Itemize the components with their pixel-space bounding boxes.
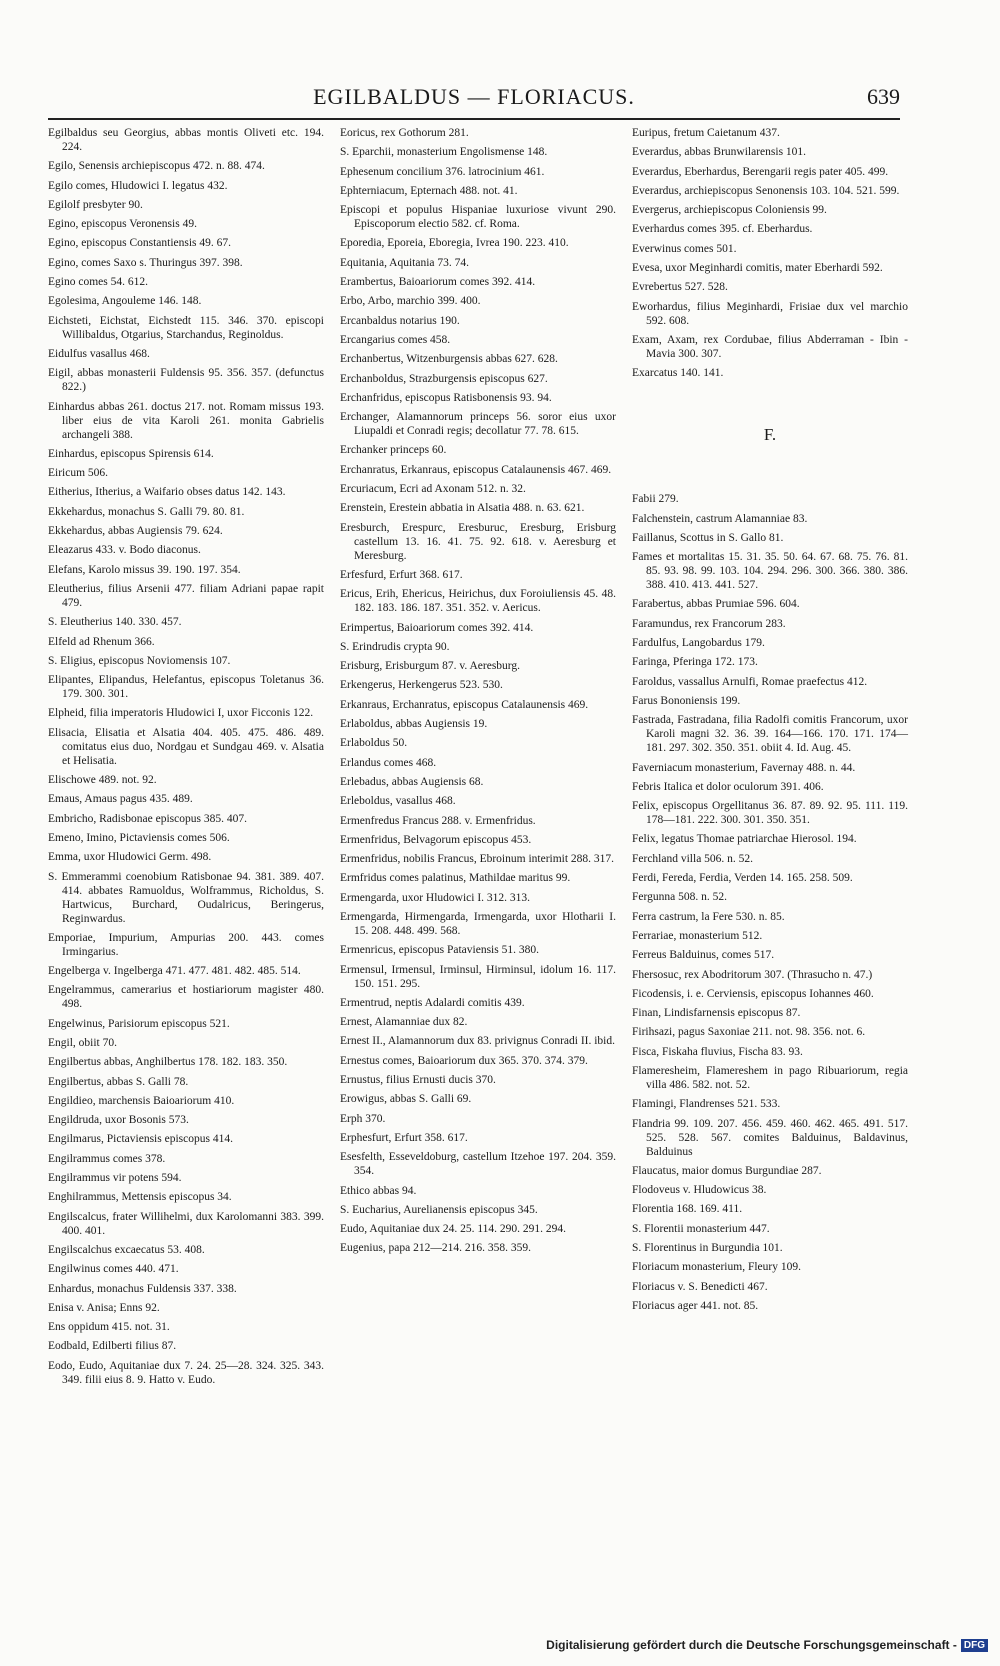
index-entry: Ernest, Alamanniae dux 82. <box>340 1016 468 1029</box>
index-entry: Ferrariae, monasterium 512. <box>632 929 763 942</box>
index-entry: Exarcatus 140. 141. <box>632 367 724 380</box>
index-entry: Fabii 279. <box>632 493 679 506</box>
index-entry: Ercanbaldus notarius 190. <box>340 314 460 327</box>
index-entry: Faillanus, Scottus in S. Gallo 81. <box>632 531 784 544</box>
page-title: EGILBALDUS — FLORIACUS. <box>313 84 635 109</box>
index-entry: Ficodensis, i. e. Cerviensis, episcopus Iohannes 460. <box>632 987 874 1000</box>
index-entry: Ekkehardus, abbas Augiensis 79. 624. <box>48 525 223 538</box>
index-entry: Everardus, archiepiscopus Senonensis 103. 104. 521. 599. <box>632 184 900 197</box>
index-entry: Fames et mortalitas 15. 31. 35. 50. 64. 67. 68. 75. 76. 81. 85. 93. 98. 99. 103. 104. 294. 296. 300. 366. 380. 386. 388. 410. 413. 441. 527. <box>632 551 908 592</box>
index-entry: Erchanratus, Erkanraus, episcopus Catalaunensis 467. 469. <box>340 463 612 476</box>
index-entry: S. Florentii monasterium 447. <box>632 1222 770 1235</box>
index-entry: Faringa, Pferinga 172. 173. <box>632 656 758 669</box>
index-entry: Egilo, Senensis archiepiscopus 472. n. 88. 474. <box>48 160 265 173</box>
index-entry: Equitania, Aquitania 73. 74. <box>340 256 470 269</box>
index-entry: Ethico abbas 94. <box>340 1184 417 1197</box>
index-entry: Eleutherius, filius Arsenii 477. filiam Adriani papae rapit 479. <box>48 582 324 609</box>
index-entry: Ens oppidum 415. not. 31. <box>48 1321 170 1334</box>
index-entry: Engildruda, uxor Bosonis 573. <box>48 1114 189 1127</box>
index-entry: Emporiae, Impurium, Ampurias 200. 443. comes Irmingarius. <box>48 931 324 958</box>
index-entry: Ferra castrum, la Fere 530. n. 85. <box>632 910 785 923</box>
index-entry: Erlaboldus, abbas Augiensis 19. <box>340 718 488 731</box>
index-entry: Ermengarda, Hirmengarda, Irmengarda, uxor Hlotharii I. 15. 208. 448. 499. 568. <box>340 910 616 937</box>
index-entry: Felix, legatus Thomae patriarchae Hierosol. 194. <box>632 833 857 846</box>
index-entry: Faverniacum monasterium, Favernay 488. n. 44. <box>632 761 856 774</box>
index-entry: Egolesima, Angouleme 146. 148. <box>48 295 202 308</box>
index-entry: Eidulfus vasallus 468. <box>48 347 150 360</box>
index-entry: Fergunna 508. n. 52. <box>632 891 727 904</box>
index-entry: Engelrammus, camerarius et hostiariorum magister 480. 498. <box>48 984 324 1011</box>
index-entry: Evrebertus 527. 528. <box>632 281 728 294</box>
index-entry: Eudo, Aquitaniae dux 24. 25. 114. 290. 291. 294. <box>340 1223 567 1236</box>
index-entry: Ephterniacum, Epternach 488. not. 41. <box>340 184 518 197</box>
index-entry: Elefans, Karolo missus 39. 190. 197. 354. <box>48 563 241 576</box>
index-column-3 <box>632 126 908 1318</box>
index-entry: Erph 370. <box>340 1112 386 1125</box>
index-entry: Fisca, Fiskaha fluvius, Fischa 83. 93. <box>632 1045 803 1058</box>
index-entry: Ercuriacum, Ecri ad Axonam 512. n. 32. <box>340 483 526 496</box>
index-entry: Egilo comes, Hludowici I. legatus 432. <box>48 179 228 192</box>
index-entry: Faroldus, vassallus Arnulfi, Romae praefectus 412. <box>632 675 868 688</box>
index-entry: S. Emmerammi coenobium Ratisbonae 94. 381. 389. 407. 414. abbates Ramuoldus, Wolframmus, Richoldus, S. Hartwicus, Burchard, Oudalricus, Beringerus, Reginwardus. <box>48 870 324 925</box>
index-entry: Eigil, abbas monasterii Fuldensis 95. 356. 357. (defunctus 822.) <box>48 367 324 394</box>
index-entry: Erambertus, Baioariorum comes 392. 414. <box>340 276 536 289</box>
index-entry: Elfeld ad Rhenum 366. <box>48 635 155 648</box>
index-entry: Ernest II., Alamannorum dux 83. privignus Conradi II. ibid. <box>340 1035 616 1048</box>
index-entry: Embricho, Radisbonae episcopus 385. 407. <box>48 812 247 825</box>
index-entry: Elischowe 489. not. 92. <box>48 774 157 787</box>
index-entry: Ferdi, Fereda, Ferdia, Verden 14. 165. 258. 509. <box>632 872 853 885</box>
index-entry: S. Eparchii, monasterium Engolismense 148. <box>340 146 548 159</box>
index-entry: Erlandus comes 468. <box>340 756 437 769</box>
index-column-3-f-entries <box>632 492 908 1313</box>
index-entry: Ercangarius comes 458. <box>340 333 451 346</box>
index-entry: Erlebadus, abbas Augiensis 68. <box>340 775 484 788</box>
index-entry: Flameresheim, Flamereshem in pago Ribuariorum, regia villa 486. 582. not. 52. <box>632 1064 908 1091</box>
index-entry: Engilmarus, Pictaviensis episcopus 414. <box>48 1133 233 1146</box>
index-entry: Egino, episcopus Constantiensis 49. 67. <box>48 237 232 250</box>
index-entry: Ermenfridus, nobilis Francus, Ebroinum interimit 288. 317. <box>340 853 615 866</box>
index-entry: Eitherius, Itherius, a Waifario obses datus 142. 143. <box>48 486 286 499</box>
index-entry: Erchanker princeps 60. <box>340 444 447 457</box>
index-entry: Engil, obiit 70. <box>48 1036 117 1049</box>
index-entry: Eichsteti, Eichstat, Eichstedt 115. 346. 370. episcopi Willibaldus, Otgarius, Starchandus, Reginoldus. <box>48 314 324 341</box>
index-entry: Erchanbertus, Witzenburgensis abbas 627. 628. <box>340 353 558 366</box>
index-entry: Erimpertus, Baioariorum comes 392. 414. <box>340 621 534 634</box>
index-entry: Emma, uxor Hludowici Germ. 498. <box>48 851 212 864</box>
dfg-logo: DFG <box>961 1639 988 1652</box>
index-entry: Floriacus v. S. Benedicti 467. <box>632 1280 768 1293</box>
index-entry: Eiricum 506. <box>48 467 109 480</box>
index-entry: Farus Bononiensis 199. <box>632 694 741 707</box>
index-entry: Everardus, abbas Brunwilarensis 101. <box>632 146 807 159</box>
index-entry: Eleazarus 433. v. Bodo diaconus. <box>48 544 201 557</box>
index-entry: S. Eucharius, Aurelianensis episcopus 345. <box>340 1203 538 1216</box>
index-entry: Erchanfridus, episcopus Ratisbonensis 93. 94. <box>340 391 552 404</box>
index-entry: Ermfridus comes palatinus, Mathildae maritus 99. <box>340 872 571 885</box>
index-column-1 <box>48 126 324 1392</box>
index-entry: Flodoveus v. Hludowicus 38. <box>632 1184 767 1197</box>
index-entry: Ermenfridus, Belvagorum episcopus 453. <box>340 833 532 846</box>
index-entry: Enisa v. Anisa; Enns 92. <box>48 1301 160 1314</box>
index-entry: Egino, comes Saxo s. Thuringus 397. 398. <box>48 256 243 269</box>
index-entry: Egilbaldus seu Georgius, abbas montis Oliveti etc. 194. 224. <box>48 127 324 153</box>
index-entry: Erfesfurd, Erfurt 368. 617. <box>340 568 463 581</box>
index-entry: Episcopi et populus Hispaniae luxuriose vivunt 290. Episcoporum electio 582. cf. Roma. <box>340 204 616 231</box>
index-entry: Erkengerus, Herkengerus 523. 530. <box>340 679 503 692</box>
index-entry: Ericus, Erih, Ehericus, Heirichus, dux Foroiuliensis 45. 48. 182. 183. 186. 187. 351. 352. v. Aericus. <box>340 588 616 615</box>
index-entry: Farabertus, abbas Prumiae 596. 604. <box>632 598 800 611</box>
index-entry: Ermenfredus Francus 288. v. Ermenfridus. <box>340 814 536 827</box>
index-entry: Erisburg, Erisburgum 87. v. Aeresburg. <box>340 660 521 673</box>
index-entry: Fardulfus, Langobardus 179. <box>632 637 765 650</box>
index-entry: Faramundus, rex Francorum 283. <box>632 617 786 630</box>
index-entry: Finan, Lindisfarnensis episcopus 87. <box>632 1007 801 1020</box>
index-entry: Erowigus, abbas S. Galli 69. <box>340 1093 472 1106</box>
index-entry: Flaucatus, maior domus Burgundiae 287. <box>632 1164 822 1177</box>
index-entry: Eporedia, Eporeia, Eboregia, Ivrea 190. 223. 410. <box>340 237 569 250</box>
index-entry: Eworhardus, filius Meginhardi, Frisiae dux vel marchio 592. 608. <box>632 300 908 327</box>
index-entry: Einhardus, episcopus Spirensis 614. <box>48 447 214 460</box>
index-entry: Engilwinus comes 440. 471. <box>48 1263 179 1276</box>
index-entry: Ermenricus, episcopus Pataviensis 51. 380. <box>340 944 539 957</box>
index-entry: Ermensul, Irmensul, Irminsul, Hirminsul, idolum 16. 117. 150. 151. 295. <box>340 963 616 990</box>
index-entry: S. Florentinus in Burgundia 101. <box>632 1242 783 1255</box>
index-entry: Flamingi, Flandrenses 521. 533. <box>632 1098 781 1111</box>
index-entry: Engelberga v. Ingelberga 471. 477. 481. 482. 485. 514. <box>48 965 301 978</box>
index-entry: Eodbald, Edilberti filius 87. <box>48 1340 177 1353</box>
index-entry: Exam, Axam, rex Cordubae, filius Abderraman - Ibin - Mavia 300. 307. <box>632 333 908 360</box>
index-entry: Erkanraus, Erchanratus, episcopus Catalaunensis 469. <box>340 698 589 711</box>
index-entry: Ekkehardus, monachus S. Galli 79. 80. 81. <box>48 505 245 518</box>
index-entry: Ermengarda, uxor Hludowici I. 312. 313. <box>340 891 531 904</box>
index-entry: Everardus, Eberhardus, Berengarii regis pater 405. 499. <box>632 165 889 178</box>
index-entry: Engilrammus comes 378. <box>48 1152 166 1165</box>
index-entry: Erchanger, Alamannorum princeps 56. soror eius uxor Liupaldi et Conradi regis; decollatur 77. 78. 615. <box>340 411 616 438</box>
index-column-3-e-entries <box>632 126 908 380</box>
index-entry: Eoricus, rex Gothorum 281. <box>340 127 469 139</box>
index-entry: Enghilrammus, Mettensis episcopus 34. <box>48 1191 232 1204</box>
index-entry: Emaus, Amaus pagus 435. 489. <box>48 793 193 806</box>
index-entry: Evesa, uxor Meginhardi comitis, mater Eberhardi 592. <box>632 262 883 275</box>
index-entry: Euripus, fretum Caietanum 437. <box>632 127 780 139</box>
index-entry: Egino, episcopus Veronensis 49. <box>48 218 197 231</box>
index-entry: Florentia 168. 169. 411. <box>632 1203 743 1216</box>
index-entry: Engilrammus vir potens 594. <box>48 1172 182 1185</box>
footer-credit <box>546 1638 988 1652</box>
index-entry: Ferreus Balduinus, comes 517. <box>632 949 775 962</box>
page-number: 639 <box>867 84 900 109</box>
section-letter-f: F. <box>763 425 777 445</box>
index-entry: Erbo, Arbo, marchio 399. 400. <box>340 295 481 308</box>
index-entry: Emeno, Imino, Pictaviensis comes 506. <box>48 831 230 844</box>
index-entry: Fhersosuc, rex Abodritorum 307. (Thrasucho n. 47.) <box>632 968 873 981</box>
index-column-2 <box>340 126 616 1261</box>
index-entry: Floriacum monasterium, Fleury 109. <box>632 1261 801 1274</box>
index-entry: Elipantes, Elipandus, Helefantus, episcopus Toletanus 36. 179. 300. 301. <box>48 674 324 701</box>
index-entry: Ephesenum concilium 376. latrocinium 461. <box>340 165 545 178</box>
index-entry: Ermentrud, neptis Adalardi comitis 439. <box>340 996 525 1009</box>
index-entry: Eresburch, Erespurc, Eresburuc, Eresburg, Erisburg castellum 13. 16. 41. 75. 92. 618. v. Aeresburg et Meresburg. <box>340 521 616 562</box>
index-entry: Eugenius, papa 212—214. 216. 358. 359. <box>340 1242 532 1255</box>
index-entry: Egino comes 54. 612. <box>48 276 148 289</box>
index-entry: Ernestus comes, Baioariorum dux 365. 370. 374. 379. <box>340 1054 588 1067</box>
index-entry: Einhardus abbas 261. doctus 217. not. Romam missus 193. liber eius de vita Karoli 261. monita Gabrielis archangeli 388. <box>48 400 324 441</box>
index-entry: Engilscalchus excaecatus 53. 408. <box>48 1243 205 1256</box>
index-entry: Evergerus, archiepiscopus Coloniensis 99. <box>632 204 827 217</box>
index-entry: S. Eleutherius 140. 330. 457. <box>48 616 182 629</box>
index-entry: Erchanboldus, Strazburgensis episcopus 627. <box>340 372 548 385</box>
index-entry: Erphesfurt, Erfurt 358. 617. <box>340 1131 468 1144</box>
index-entry: Engilbertus abbas, Anghilbertus 178. 182. 183. 350. <box>48 1056 288 1069</box>
index-entry: Fastrada, Fastradana, filia Radolfi comitis Francorum, uxor Karoli magni 32. 36. 39. 164—166. 170. 171. 174—181. 297. 302. 350. 351. obiit 4. Id. Aug. 45. <box>632 714 908 755</box>
index-entry: Elisacia, Elisatia et Alsatia 404. 405. 475. 486. 489. comitatus eius duo, Nordgau et Sundgau 469. v. Alsatia et Helisatia. <box>48 726 324 767</box>
index-entry: Engildieo, marchensis Baioariorum 410. <box>48 1094 235 1107</box>
index-entry: S. Eligius, episcopus Noviomensis 107. <box>48 654 231 667</box>
index-entry: Floriacus ager 441. not. 85. <box>632 1299 759 1312</box>
index-entry: Everhardus comes 395. cf. Eberhardus. <box>632 223 813 236</box>
index-entry: Egilolf presbyter 90. <box>48 198 143 211</box>
index-entry: Engilbertus, abbas S. Galli 78. <box>48 1075 189 1088</box>
index-entry: Erlaboldus 50. <box>340 737 408 750</box>
index-entry: Enhardus, monachus Fuldensis 337. 338. <box>48 1282 237 1295</box>
index-entry: Firihsazi, pagus Saxoniae 211. not. 98. 356. not. 6. <box>632 1026 866 1039</box>
index-entry: Ernustus, filius Ernusti ducis 370. <box>340 1074 496 1087</box>
index-entry: Flandria 99. 109. 207. 456. 459. 460. 462. 465. 491. 517. 525. 528. 567. comites Balduinus, Baldavinus, Balduinus <box>632 1117 908 1158</box>
index-entry: Elpheid, filia imperatoris Hludowici I, uxor Ficconis 122. <box>48 707 314 720</box>
index-entry: Engilscalcus, frater Willihelmi, dux Karolomanni 383. 399. 400. 401. <box>48 1210 324 1237</box>
page-header <box>48 84 900 120</box>
index-entry: Eodo, Eudo, Aquitaniae dux 7. 24. 25—28. 324. 325. 343. 349. filii eius 8. 9. Hatto v. Eudo. <box>48 1359 324 1386</box>
index-entry: Erleboldus, vasallus 468. <box>340 795 456 808</box>
index-entry: Engelwinus, Parisiorum episcopus 521. <box>48 1017 230 1030</box>
index-entry: Felix, episcopus Orgellitanus 36. 87. 89. 92. 95. 111. 119. 178—181. 222. 300. 301. 350. 351. <box>632 800 908 827</box>
index-entry: Febris Italica et dolor oculorum 391. 406. <box>632 780 824 793</box>
index-entry: Everwinus comes 501. <box>632 242 737 255</box>
footer-text: Digitalisierung gefördert durch die Deutsche Forschungsgemeinschaft - <box>546 1638 957 1652</box>
index-entry: Falchenstein, castrum Alamanniae 83. <box>632 512 808 525</box>
index-entry: Erenstein, Erestein abbatia in Alsatia 488. n. 63. 621. <box>340 502 585 515</box>
index-entry: Ferchland villa 506. n. 52. <box>632 852 754 865</box>
index-entry: S. Erindrudis crypta 90. <box>340 640 450 653</box>
index-entry: Esesfelth, Esseveldoburg, castellum Itzehoe 197. 204. 359. 354. <box>340 1151 616 1178</box>
